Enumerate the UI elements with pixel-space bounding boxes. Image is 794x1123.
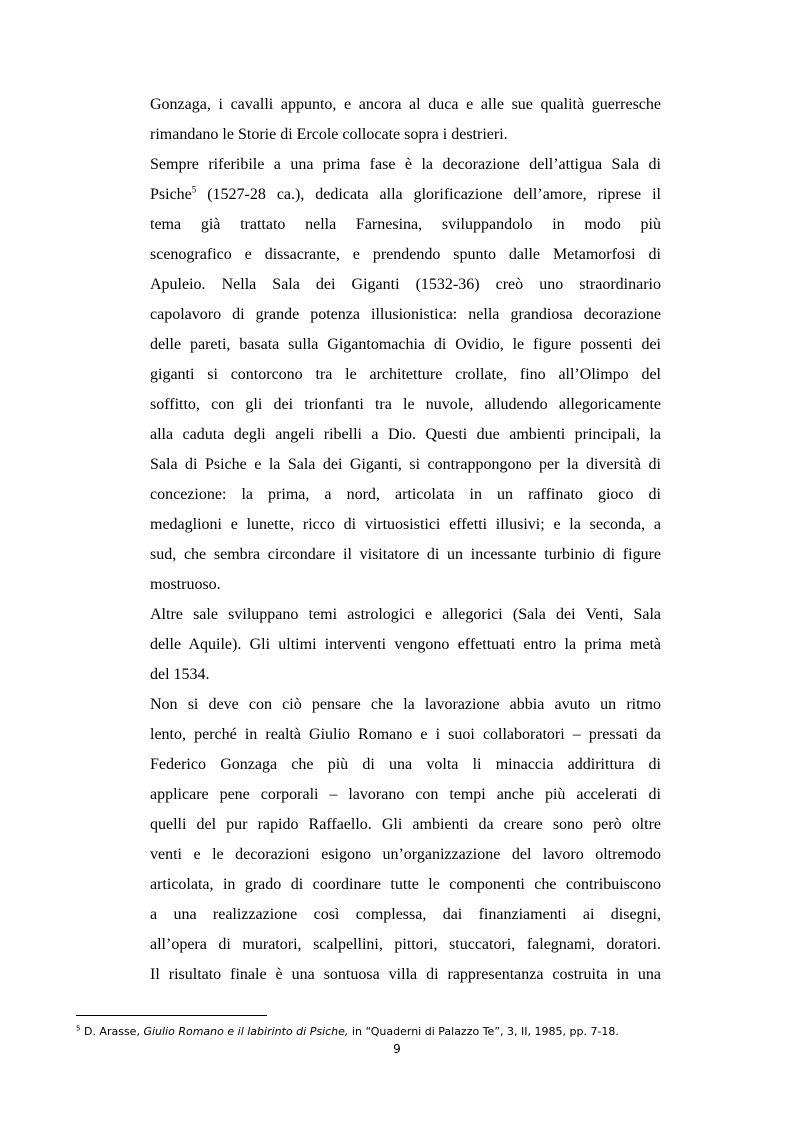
paragraph-line: venti e le decorazioni esigono un’organizzazione del lavoro oltremodo [150,846,661,863]
page-number: 9 [393,1042,401,1056]
footnote [76,1025,676,1039]
paragraph-line: Gonzaga, i cavalli appunto, e ancora al duca e alle sue qualità guerresche [150,96,661,113]
footnote-ref[interactable]: 5 [191,184,197,195]
paragraph-line [150,180,661,210]
paragraph-line: articolata, in grado di coordinare tutte le componenti che contribuiscono [150,876,661,893]
paragraph-line: soffitto, con gli dei trionfanti tra le nuvole, alludendo allegoricamente [150,396,661,413]
paragraph-line: rimandano le Storie di Ercole collocate sopra i destrieri. [150,126,508,143]
paragraph-line: Sempre riferibile a una prima fase è la decorazione dell’attigua Sala di [150,156,661,173]
paragraph-line: all’opera di muratori, scalpellini, pittori, stuccatori, falegnami, doratori. [150,936,661,953]
footnote-citation: in “Quaderni di Palazzo Te”, 3, II, 1985, pp. 7-18. [348,1025,619,1038]
paragraph-line: delle Aquile). Gli ultimi interventi vengono effettuati entro la prima metà [150,636,661,653]
paragraph-line: quelli del pur rapido Raffaello. Gli ambienti da creare sono però oltre [150,816,661,833]
paragraph-line: Federico Gonzaga che più di una volta li minaccia addirittura di [150,756,661,773]
paragraph-text: Psiche [150,186,192,203]
paragraph-line: Non si deve con ciò pensare che la lavorazione abbia avuto un ritmo [150,696,661,713]
footnote-number: 5 [76,1024,81,1033]
paragraph-line: del 1534. [150,666,210,683]
paragraph-line: a una realizzazione così complessa, dai finanziamenti ai disegni, [150,906,661,923]
paragraph-line: alla caduta degli angeli ribelli a Dio. Questi due ambienti principali, la [150,426,661,443]
paragraph-line: lento, perché in realtà Giulio Romano e i suoi collaboratori – pressati da [150,726,661,743]
footnote-title: Giulio Romano e il labirinto di Psiche, [143,1025,349,1038]
paragraph-line: Sala di Psiche e la Sala dei Giganti, si contrappongono per la diversità di [150,456,661,473]
paragraph-line: applicare pene corporali – lavorano con tempi anche più accelerati di [150,786,661,803]
paragraph-line: Altre sale sviluppano temi astrologici e allegorici (Sala dei Venti, Sala [150,606,661,623]
paragraph-line: Il risultato finale è una sontuosa villa di rappresentanza costruita in una [150,966,661,983]
paragraph-line: mostruoso. [150,576,221,593]
paragraph-line: medaglioni e lunette, ricco di virtuosistici effetti illusivi; e la seconda, a [150,516,661,533]
paragraph-line: sud, che sembra circondare il visitatore di un incessante turbinio di figure [150,546,661,563]
paragraph-line: Apuleio. Nella Sala dei Giganti (1532-36) creò uno straordinario [150,276,661,293]
paragraph-line: capolavoro di grande potenza illusionistica: nella grandiosa decorazione [150,306,661,323]
paragraph-line: scenografico e dissacrante, e prendendo spunto dalle Metamorfosi di [150,246,661,263]
paragraph-line: giganti si contorcono tra le architetture crollate, fino all’Olimpo del [150,366,661,383]
body-text [150,90,661,990]
footnote-author: D. Arasse, [80,1025,144,1038]
footnote-separator [76,1015,267,1016]
paragraph-line: concezione: la prima, a nord, articolata in un raffinato gioco di [150,486,661,503]
paragraph-text: (1527-28 ca.), dedicata alla glorificazione dell’amore, riprese il [196,186,661,203]
paragraph-line: delle pareti, basata sulla Gigantomachia di Ovidio, le figure possenti dei [150,336,661,353]
paragraph-line: tema già trattato nella Farnesina, sviluppandolo in modo più [150,216,661,233]
